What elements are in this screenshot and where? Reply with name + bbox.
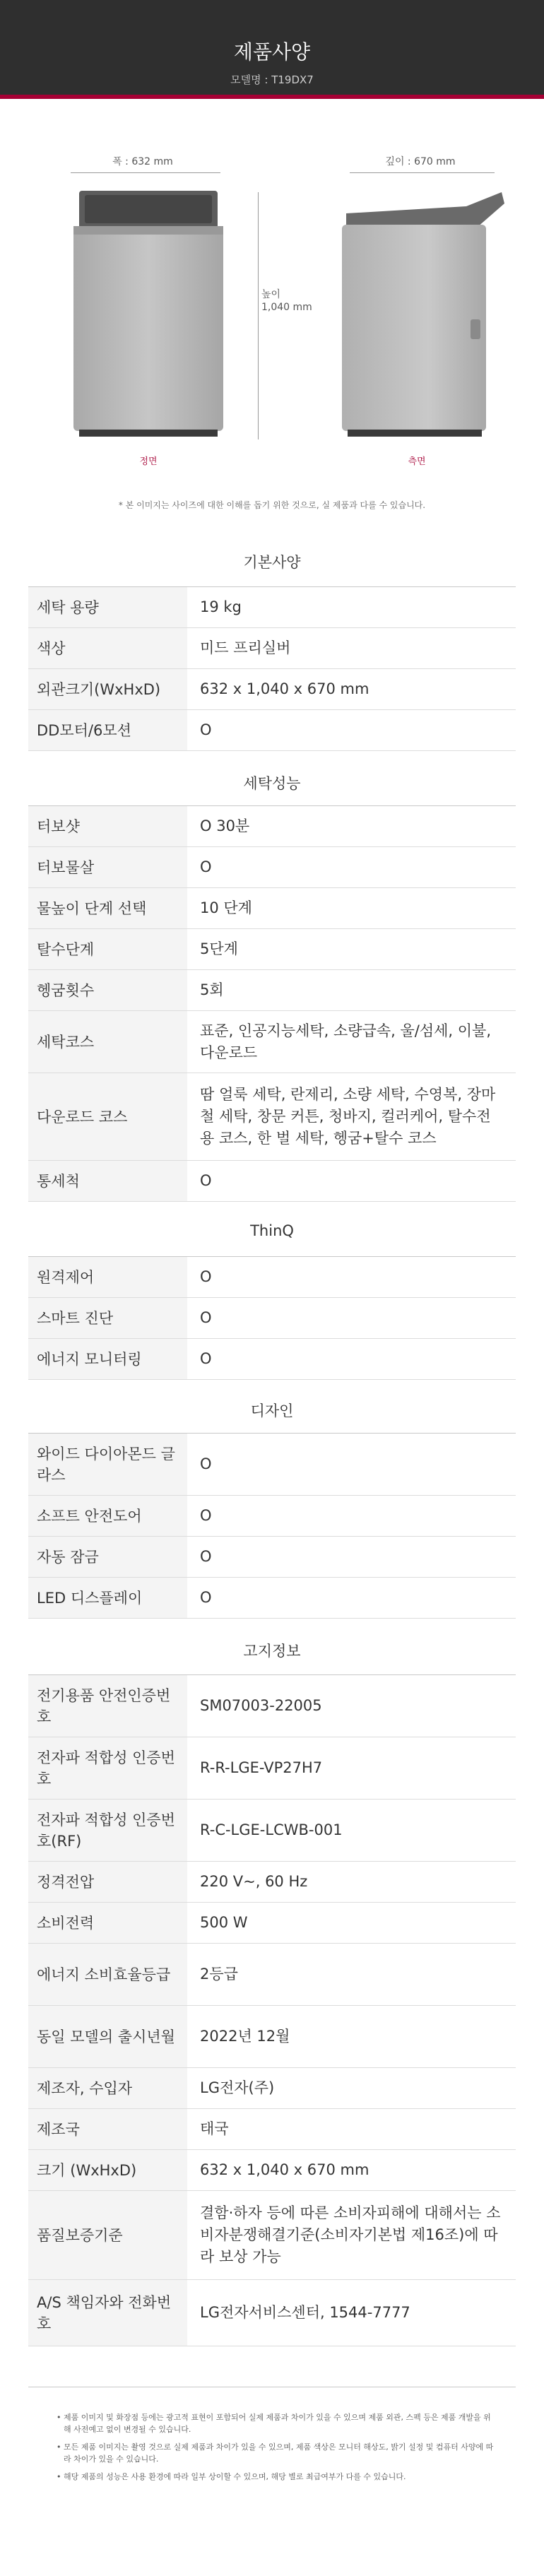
spec-key: 물높이 단계 선택 [28, 888, 187, 928]
spec-key: 터보물살 [28, 847, 187, 887]
spec-key: 제조국 [28, 2109, 187, 2149]
spec-key: 정격전압 [28, 1862, 187, 1902]
spec-key: A/S 책임자와 전화번호 [28, 2280, 187, 2346]
spec-key: 색상 [28, 628, 187, 668]
spec-value: 19 kg [200, 598, 242, 615]
spec-key: 제조자, 수입자 [28, 2068, 187, 2108]
spec-key: 소비전력 [28, 1903, 187, 1943]
spec-row [28, 2068, 516, 2109]
spec-row [28, 806, 516, 847]
spec-row [28, 1339, 516, 1380]
spec-key: 통세척 [28, 1161, 187, 1201]
width-dimension-line [71, 172, 220, 173]
spec-row [28, 1944, 516, 2006]
spec-value: O [200, 1172, 212, 1189]
spec-key: 전기용품 안전인증번호 [28, 1675, 187, 1737]
spec-value: O [200, 1268, 212, 1285]
height-dimension: 높이 1,040 mm [261, 289, 312, 313]
spec-value: O [200, 1548, 212, 1565]
spec-value: 500 W [200, 1914, 248, 1931]
spec-value: 5회 [200, 981, 224, 998]
width-dimension: 폭 : 632 mm [112, 156, 173, 167]
spec-key: 에너지 소비효율등급 [28, 1944, 187, 2005]
image-disclaimer: * 본 이미지는 사이즈에 대한 이해를 돕기 위한 것으로, 실 제품과 다를 수 있습니다. [118, 500, 426, 510]
spec-row [28, 1800, 516, 1862]
side-view-label: 측면 [408, 456, 426, 467]
footnote: • 해당 제품의 성능은 사용 환경에 따라 일부 상이할 수 있으며, 해당 별로 최급여부가 다를 수 있습니다. [57, 2471, 495, 2483]
spec-key: 터보샷 [28, 806, 187, 846]
spec-row [28, 2150, 516, 2191]
spec-value: O 30분 [200, 817, 250, 834]
spec-key: 전자파 적합성 인증번호(RF) [28, 1800, 187, 1861]
spec-key: 다운로드 코스 [28, 1073, 187, 1160]
section-title-design: 디자인 [250, 1402, 294, 1419]
spec-row [28, 710, 516, 751]
washer-side-illustration [332, 185, 509, 439]
spec-key: 소프트 안전도어 [28, 1496, 187, 1536]
spec-key: 품질보증기준 [28, 2191, 187, 2279]
spec-key: 와이드 다이아몬드 글라스 [28, 1434, 187, 1495]
spec-value: 632 x 1,040 x 670 mm [200, 680, 369, 697]
spec-value: O [200, 1350, 212, 1367]
spec-value: 결함·하자 등에 따른 소비자피해에 대해서는 소비자분쟁해결기준(소비자기본법 제16조)에 따라 보상 가능 [200, 2204, 501, 2265]
spec-value: O [200, 858, 212, 875]
spec-row [28, 2280, 516, 2346]
spec-row [28, 1578, 516, 1619]
footnotes [28, 2387, 516, 2546]
spec-value: R-C-LGE-LCWB-001 [200, 1821, 343, 1838]
spec-value: 표준, 인공지능세탁, 소량급속, 울/섬세, 이불, 다운로드 [200, 1022, 492, 1061]
spec-value: LG전자(주) [200, 2079, 275, 2096]
page-title: 제품사양 [233, 40, 311, 64]
spec-value: O [200, 1589, 212, 1606]
depth-dimension: 깊이 : 670 mm [385, 156, 456, 167]
section-title-performance: 세탁성능 [243, 775, 301, 792]
depth-dimension-line [350, 172, 495, 173]
spec-value: O [200, 721, 212, 738]
spec-row [28, 1257, 516, 1298]
washer-front-illustration [64, 185, 233, 439]
spec-value: 미드 프리실버 [200, 639, 291, 656]
spec-value: 2022년 12월 [200, 2028, 290, 2045]
spec-key: 탈수단계 [28, 929, 187, 969]
spec-row [28, 1496, 516, 1537]
spec-key: 세탁 용량 [28, 587, 187, 627]
spec-row [28, 1862, 516, 1903]
spec-value: 10 단계 [200, 899, 252, 916]
spec-key: LED 디스플레이 [28, 1578, 187, 1618]
spec-row [28, 847, 516, 888]
spec-key: 스마트 진단 [28, 1298, 187, 1338]
spec-key: 외관크기(WxHxD) [28, 669, 187, 709]
spec-row [28, 2191, 516, 2280]
spec-row [28, 669, 516, 710]
spec-value: 땀 얼룩 세탁, 란제리, 소량 세탁, 수영복, 장마철 세탁, 창문 커튼, 청바지, 컬러케어, 탈수전용 코스, 한 벌 세탁, 헹굼+탈수 코스 [200, 1086, 496, 1147]
page-header [0, 0, 544, 99]
spec-value: 220 V~, 60 Hz [200, 1873, 308, 1890]
spec-row [28, 1434, 516, 1496]
spec-row [28, 2109, 516, 2150]
spec-row [28, 1675, 516, 1737]
spec-value: SM07003-22005 [200, 1697, 322, 1714]
spec-row [28, 2006, 516, 2068]
height-dimension-line [258, 192, 259, 439]
front-view-label: 정면 [139, 456, 158, 467]
spec-row [28, 1011, 516, 1073]
spec-key: 세탁코스 [28, 1011, 187, 1073]
spec-key: 에너지 모니터링 [28, 1339, 187, 1379]
spec-row [28, 1903, 516, 1944]
spec-row [28, 587, 516, 628]
spec-key: 자동 잠금 [28, 1537, 187, 1577]
spec-row [28, 888, 516, 929]
model-name: 모델명 : T19DX7 [230, 73, 314, 86]
spec-value: R-R-LGE-VP27H7 [200, 1759, 323, 1776]
spec-row [28, 1073, 516, 1161]
spec-row [28, 929, 516, 970]
spec-value: 태국 [200, 2120, 229, 2137]
spec-row [28, 628, 516, 669]
spec-key: 크기 (WxHxD) [28, 2150, 187, 2190]
spec-row [28, 970, 516, 1011]
footnote: • 모든 제품 이미지는 촬영 것으로 실제 제품과 차이가 있을 수 있으며, 제품 색상은 모니터 해상도, 밝기 설정 및 컴퓨터 사양에 따라 차이가 있을 수 있습니다. [57, 2441, 495, 2465]
spec-value: 5단계 [200, 940, 238, 957]
spec-key: DD모터/6모션 [28, 710, 187, 750]
spec-value: 632 x 1,040 x 670 mm [200, 2161, 369, 2178]
section-title-thinq: ThinQ [250, 1222, 294, 1239]
spec-value: LG전자서비스센터, 1544-7777 [200, 2304, 410, 2321]
spec-value: 2등급 [200, 1966, 238, 1983]
spec-row [28, 1737, 516, 1800]
spec-row [28, 1298, 516, 1339]
spec-value: O [200, 1309, 212, 1326]
spec-row [28, 1161, 516, 1202]
section-title-basic: 기본사양 [243, 554, 301, 571]
spec-value: O [200, 1507, 212, 1524]
spec-key: 전자파 적합성 인증번호 [28, 1737, 187, 1799]
spec-key: 동일 모델의 출시년월 [28, 2006, 187, 2067]
spec-key: 헹굼횟수 [28, 970, 187, 1010]
spec-value: O [200, 1455, 212, 1472]
section-title-notice: 고지정보 [243, 1643, 301, 1660]
footnote: • 제품 이미지 및 화장점 등에는 광고적 표현이 포함되어 실제 제품과 차이가 있을 수 있으며 제품 외관, 스펙 등은 제품 개발을 위해 사전예고 없이 변경될 수 있습니다. [57, 2411, 495, 2435]
spec-key: 원격제어 [28, 1257, 187, 1297]
spec-row [28, 1537, 516, 1578]
